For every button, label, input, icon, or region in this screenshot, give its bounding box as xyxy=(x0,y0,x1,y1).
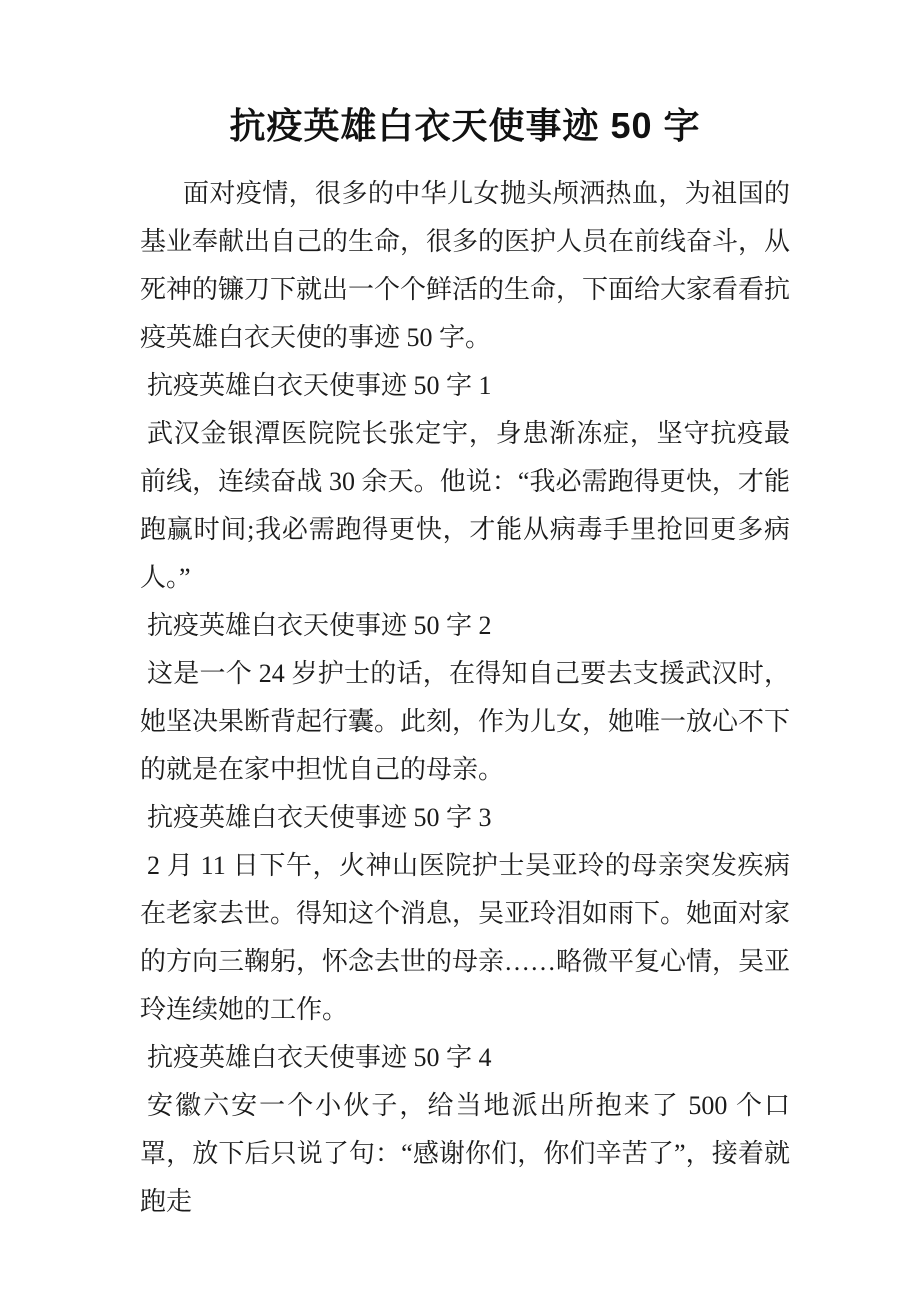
section-4-body: 安徽六安一个小伙子，给当地派出所抱来了 500 个口罩，放下后只说了句：“感谢你们，你们辛苦了”，接着就跑走 xyxy=(140,1091,790,1216)
section-2-body: 这是一个 24 岁护士的话，在得知自己要去支援武汉时，她坚决果断背起行囊。此刻，作为儿女，她唯一放心不下的就是在家中担忧自己的母亲。 xyxy=(140,659,791,784)
section-4-heading: 抗疫英雄白衣天使事迹 50 字 4 xyxy=(147,1043,492,1072)
section-3-body: 2 月 11 日下午，火神山医院护士吴亚玲的母亲突发疾病在老家去世。得知这个消息，吴亚玲泪如雨下。她面对家的方向三鞠躬，怀念去世的母亲……略微平复心情，吴亚玲连续她的工作。 xyxy=(140,851,791,1024)
section-1-body: 武汉金银潭医院院长张定宇，身患渐冻症，坚守抗疫最前线，连续奋战 30 余天。他说：“我必需跑得更快，才能跑赢时间;我必需跑得更快，才能从病毒手里抢回更多病人。” xyxy=(140,419,790,592)
section-1-heading: 抗疫英雄白衣天使事迹 50 字 1 xyxy=(147,371,492,400)
document-content xyxy=(140,0,790,1226)
document-title: 抗疫英雄白衣天使事迹 50 字 xyxy=(229,105,701,146)
section-2-heading: 抗疫英雄白衣天使事迹 50 字 2 xyxy=(147,611,492,640)
section-3-heading: 抗疫英雄白衣天使事迹 50 字 3 xyxy=(147,803,492,832)
intro-paragraph: 面对疫情，很多的中华儿女抛头颅洒热血，为祖国的基业奉献出自己的生命，很多的医护人员在前线奋斗，从死神的镰刀下就出一个个鲜活的生命，下面给大家看看抗疫英雄白衣天使的事迹 50 字。 xyxy=(140,179,791,352)
